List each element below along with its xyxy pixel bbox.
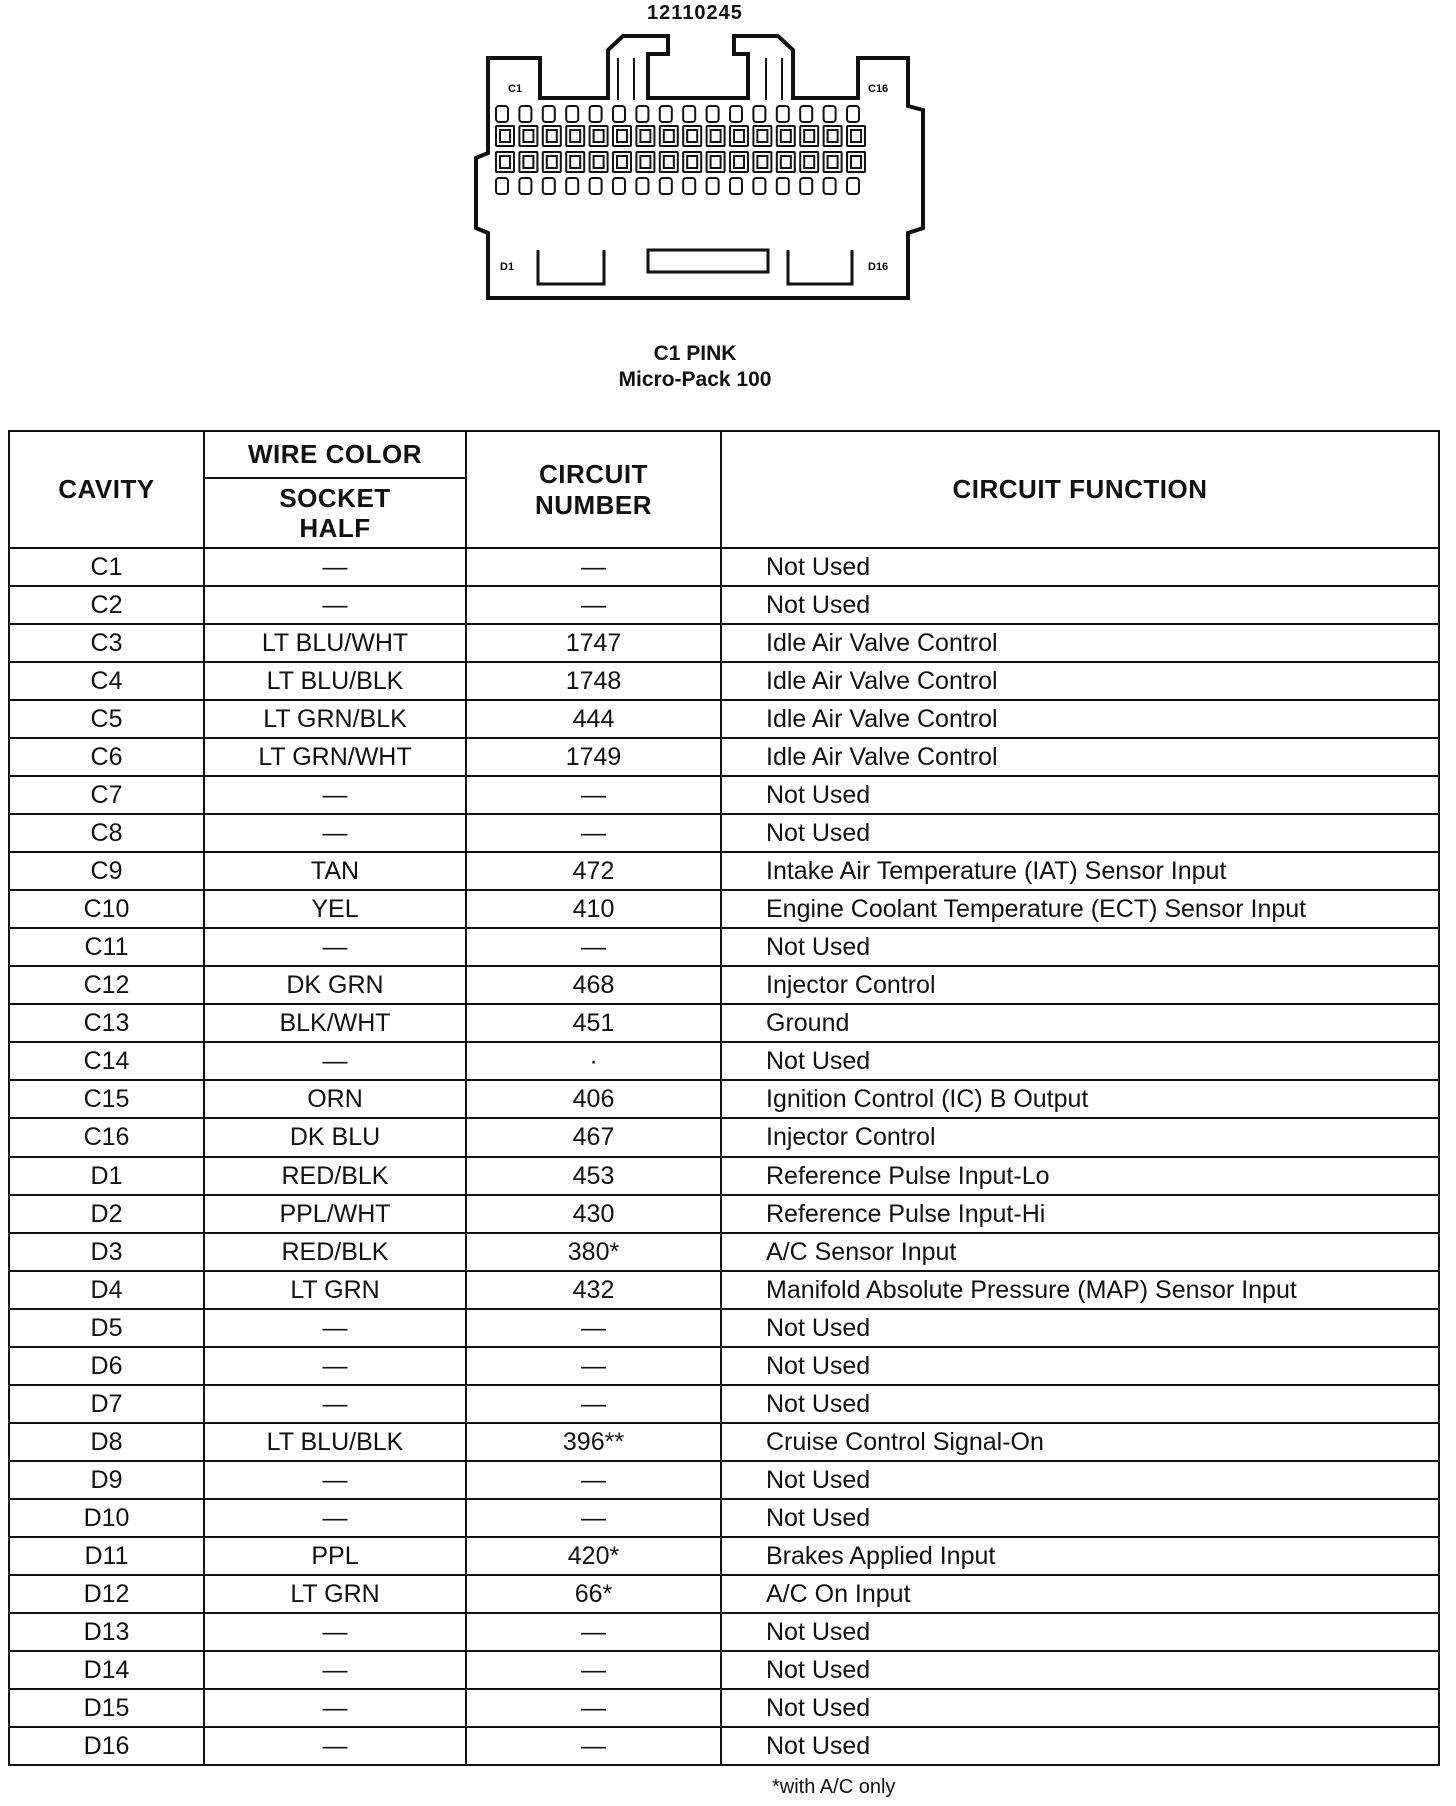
- cavity-latch: [800, 106, 812, 122]
- connector-diagram: [468, 28, 948, 310]
- cavity-terminal-inner: [594, 130, 604, 142]
- cavity-latch: [496, 106, 508, 122]
- latch-right-slot: [766, 58, 782, 100]
- wire-color-cell: LT GRN/WHT: [204, 738, 466, 776]
- header-socket-half: [204, 478, 466, 548]
- table-row: [9, 1195, 1439, 1233]
- cavity-terminal-inner: [570, 130, 580, 142]
- circuit-number-cell: —: [466, 1461, 721, 1499]
- cavity-cell: D10: [9, 1499, 204, 1537]
- cavity-cell: C15: [9, 1080, 204, 1118]
- cavity-latch: [800, 178, 812, 194]
- connector-name: C1 PINK: [653, 342, 737, 365]
- header-socket-half-line1: SOCKET: [279, 483, 391, 513]
- cavity-cell: C16: [9, 1118, 204, 1156]
- cavity-terminal-inner: [804, 130, 814, 142]
- table-row: [9, 548, 1439, 586]
- label-c16: C16: [868, 83, 889, 95]
- circuit-function-cell: Brakes Applied Input: [721, 1537, 1439, 1575]
- cavity-latch: [707, 178, 719, 194]
- circuit-number-cell: 1747: [466, 624, 721, 662]
- cavity-latch: [777, 106, 789, 122]
- circuit-function-cell: Intake Air Temperature (IAT) Sensor Input: [721, 852, 1439, 890]
- circuit-number-cell: 468: [466, 966, 721, 1004]
- wire-color-cell: —: [204, 1461, 466, 1499]
- cavity-cell: C8: [9, 814, 204, 852]
- circuit-function-cell: Reference Pulse Input-Lo: [721, 1157, 1439, 1195]
- circuit-function-cell: Not Used: [721, 1461, 1439, 1499]
- table-row: [9, 1042, 1439, 1080]
- table-row: [9, 776, 1439, 814]
- bottom-left-key: [538, 250, 604, 284]
- label-d16: D16: [868, 261, 889, 273]
- cavity-terminal-inner: [757, 156, 767, 168]
- header-circuit-number-line2: NUMBER: [534, 489, 653, 520]
- cavity-terminal-inner: [851, 156, 861, 168]
- circuit-number-cell: 410: [466, 890, 721, 928]
- circuit-function-cell: Not Used: [721, 776, 1439, 814]
- cavity-terminal-inner: [594, 156, 604, 168]
- wire-color-cell: —: [204, 1309, 466, 1347]
- wire-color-cell: —: [204, 548, 466, 586]
- cavity-latch: [590, 178, 602, 194]
- cavity-terminal-inner: [851, 130, 861, 142]
- header-socket-half-line2: HALF: [299, 513, 371, 543]
- cavity-latch: [753, 106, 765, 122]
- circuit-number-cell: —: [466, 1499, 721, 1537]
- circuit-function-cell: Engine Coolant Temperature (ECT) Sensor Input: [721, 890, 1439, 928]
- cavity-terminal-inner: [734, 156, 744, 168]
- table-row: [9, 1575, 1439, 1613]
- table-row: [9, 1118, 1439, 1156]
- cavity-terminal-inner: [570, 156, 580, 168]
- circuit-function-cell: Injector Control: [721, 966, 1439, 1004]
- circuit-function-cell: Not Used: [721, 1727, 1439, 1765]
- cavity-latch: [636, 106, 648, 122]
- circuit-number-cell: —: [466, 1309, 721, 1347]
- cavity-terminal-inner: [828, 130, 838, 142]
- cavity-terminal-inner: [500, 156, 510, 168]
- circuit-number-cell: —: [466, 1727, 721, 1765]
- circuit-number-cell: 66*: [466, 1575, 721, 1613]
- table-row: [9, 1613, 1439, 1651]
- wire-color-cell: LT GRN: [204, 1271, 466, 1309]
- table-row: [9, 814, 1439, 852]
- bottom-center-slot: [648, 250, 768, 272]
- circuit-number-cell: 396**: [466, 1423, 721, 1461]
- cavity-cell: C5: [9, 700, 204, 738]
- wire-color-cell: LT BLU/BLK: [204, 662, 466, 700]
- cavity-cell: D4: [9, 1271, 204, 1309]
- cavity-cell: D15: [9, 1689, 204, 1727]
- wire-color-cell: PPL/WHT: [204, 1195, 466, 1233]
- circuit-number-cell: —: [466, 586, 721, 624]
- cavity-terminal-inner: [828, 156, 838, 168]
- table-row: [9, 1537, 1439, 1575]
- footnote: *with A/C only: [772, 1776, 896, 1798]
- circuit-number-cell: —: [466, 1651, 721, 1689]
- table-row: [9, 738, 1439, 776]
- circuit-number-cell: 430: [466, 1195, 721, 1233]
- wire-color-cell: —: [204, 776, 466, 814]
- cavity-cell: D12: [9, 1575, 204, 1613]
- wire-color-cell: BLK/WHT: [204, 1004, 466, 1042]
- circuit-function-cell: Not Used: [721, 1347, 1439, 1385]
- cavity-terminal-inner: [523, 130, 533, 142]
- cavity-latch: [824, 106, 836, 122]
- cavity-latch: [683, 178, 695, 194]
- cavity-terminal-inner: [640, 156, 650, 168]
- cavity-latch: [566, 178, 578, 194]
- cavity-latch: [707, 106, 719, 122]
- wire-color-cell: DK BLU: [204, 1118, 466, 1156]
- circuit-function-cell: Idle Air Valve Control: [721, 624, 1439, 662]
- cavity-latch: [519, 106, 531, 122]
- cavity-latch: [566, 106, 578, 122]
- header-circuit-number-line1: CIRCUIT: [539, 458, 648, 489]
- cavity-cell: D16: [9, 1727, 204, 1765]
- circuit-number-cell: 1748: [466, 662, 721, 700]
- label-d1: D1: [500, 261, 515, 273]
- cavity-cell: C4: [9, 662, 204, 700]
- pinout-rows: [9, 548, 1439, 1765]
- cavity-terminal-inner: [781, 130, 791, 142]
- circuit-function-cell: Not Used: [721, 1499, 1439, 1537]
- cavity-grid: [496, 106, 865, 194]
- cavity-cell: C14: [9, 1042, 204, 1080]
- cavity-terminal-inner: [804, 156, 814, 168]
- cavity-cell: C12: [9, 966, 204, 1004]
- circuit-function-cell: Not Used: [721, 1309, 1439, 1347]
- table-row: [9, 1157, 1439, 1195]
- circuit-function-cell: Not Used: [721, 1613, 1439, 1651]
- table-row: [9, 586, 1439, 624]
- wire-color-cell: LT BLU/BLK: [204, 1423, 466, 1461]
- cavity-terminal-inner: [711, 156, 721, 168]
- cavity-latch: [660, 178, 672, 194]
- cavity-latch: [543, 178, 555, 194]
- circuit-number-cell: 380*: [466, 1233, 721, 1271]
- cavity-cell: C7: [9, 776, 204, 814]
- table-row: [9, 1499, 1439, 1537]
- cavity-latch: [777, 178, 789, 194]
- table-row: [9, 852, 1439, 890]
- table-row: [9, 1271, 1439, 1309]
- header-cavity: CAVITY: [9, 431, 204, 548]
- table-row: [9, 662, 1439, 700]
- label-c1: C1: [508, 83, 523, 95]
- cavity-cell: C6: [9, 738, 204, 776]
- circuit-function-cell: Not Used: [721, 1651, 1439, 1689]
- wire-color-cell: RED/BLK: [204, 1157, 466, 1195]
- connector-type: Micro-Pack 100: [618, 368, 772, 391]
- circuit-function-cell: Not Used: [721, 1042, 1439, 1080]
- table-row: [9, 700, 1439, 738]
- cavity-cell: D8: [9, 1423, 204, 1461]
- table-row: [9, 1461, 1439, 1499]
- bottom-right-key: [788, 250, 852, 284]
- table-row: [9, 1080, 1439, 1118]
- circuit-function-cell: Not Used: [721, 586, 1439, 624]
- table-row: [9, 1004, 1439, 1042]
- wire-color-cell: TAN: [204, 852, 466, 890]
- circuit-number-cell: —: [466, 776, 721, 814]
- circuit-function-cell: Idle Air Valve Control: [721, 662, 1439, 700]
- circuit-number-cell: —: [466, 548, 721, 586]
- cavity-latch: [496, 178, 508, 194]
- header-wire-color: WIRE COLOR: [204, 431, 466, 478]
- circuit-number-cell: 406: [466, 1080, 721, 1118]
- wire-color-cell: —: [204, 1385, 466, 1423]
- circuit-number-cell: ·: [466, 1042, 721, 1080]
- wire-color-cell: DK GRN: [204, 966, 466, 1004]
- table-row: [9, 624, 1439, 662]
- table-row: [9, 966, 1439, 1004]
- table-row: [9, 928, 1439, 966]
- circuit-number-cell: 1749: [466, 738, 721, 776]
- circuit-number-cell: 472: [466, 852, 721, 890]
- cavity-cell: D5: [9, 1309, 204, 1347]
- cavity-latch: [636, 178, 648, 194]
- circuit-number-cell: —: [466, 1385, 721, 1423]
- table-row: [9, 1309, 1439, 1347]
- wire-color-cell: —: [204, 1347, 466, 1385]
- cavity-cell: C2: [9, 586, 204, 624]
- cavity-cell: D13: [9, 1613, 204, 1651]
- circuit-function-cell: Not Used: [721, 548, 1439, 586]
- wire-color-cell: —: [204, 1651, 466, 1689]
- cavity-latch: [519, 178, 531, 194]
- cavity-cell: C11: [9, 928, 204, 966]
- cavity-cell: D1: [9, 1157, 204, 1195]
- circuit-function-cell: A/C Sensor Input: [721, 1233, 1439, 1271]
- circuit-function-cell: Ground: [721, 1004, 1439, 1042]
- cavity-terminal-inner: [617, 156, 627, 168]
- circuit-function-cell: A/C On Input: [721, 1575, 1439, 1613]
- cavity-latch: [683, 106, 695, 122]
- wire-color-cell: —: [204, 1499, 466, 1537]
- wire-color-cell: YEL: [204, 890, 466, 928]
- circuit-function-cell: Reference Pulse Input-Hi: [721, 1195, 1439, 1233]
- circuit-function-cell: Not Used: [721, 1689, 1439, 1727]
- circuit-number-cell: 420*: [466, 1537, 721, 1575]
- table-row: [9, 1423, 1439, 1461]
- latch-left-slot: [618, 58, 634, 100]
- cavity-cell: C3: [9, 624, 204, 662]
- cavity-latch: [660, 106, 672, 122]
- circuit-function-cell: Injector Control: [721, 1118, 1439, 1156]
- circuit-number-cell: 467: [466, 1118, 721, 1156]
- circuit-number-cell: —: [466, 1613, 721, 1651]
- header-circuit-function: CIRCUIT FUNCTION: [721, 431, 1439, 548]
- cavity-latch: [753, 178, 765, 194]
- cavity-latch: [730, 106, 742, 122]
- circuit-number-cell: —: [466, 1689, 721, 1727]
- cavity-latch: [847, 106, 859, 122]
- wire-color-cell: —: [204, 1613, 466, 1651]
- cavity-terminal-inner: [711, 130, 721, 142]
- circuit-number-cell: —: [466, 1347, 721, 1385]
- table-row: [9, 1727, 1439, 1765]
- cavity-terminal-inner: [687, 156, 697, 168]
- circuit-number-cell: —: [466, 814, 721, 852]
- cavity-terminal-inner: [664, 130, 674, 142]
- circuit-number-cell: 444: [466, 700, 721, 738]
- cavity-cell: D11: [9, 1537, 204, 1575]
- circuit-function-cell: Not Used: [721, 814, 1439, 852]
- cavity-cell: D9: [9, 1461, 204, 1499]
- cavity-latch: [590, 106, 602, 122]
- wire-color-cell: PPL: [204, 1537, 466, 1575]
- wire-color-cell: —: [204, 586, 466, 624]
- circuit-number-cell: 432: [466, 1271, 721, 1309]
- table-row: [9, 1233, 1439, 1271]
- wire-color-cell: —: [204, 1042, 466, 1080]
- cavity-terminal-inner: [664, 156, 674, 168]
- cavity-cell: C1: [9, 548, 204, 586]
- circuit-function-cell: Idle Air Valve Control: [721, 700, 1439, 738]
- cavity-cell: D7: [9, 1385, 204, 1423]
- cavity-terminal-inner: [687, 130, 697, 142]
- cavity-terminal-inner: [523, 156, 533, 168]
- cavity-terminal-inner: [640, 130, 650, 142]
- pinout-table: [8, 430, 1440, 1766]
- connector-part-number: 12110245: [647, 2, 743, 24]
- circuit-function-cell: Not Used: [721, 1385, 1439, 1423]
- cavity-latch: [543, 106, 555, 122]
- cavity-latch: [847, 178, 859, 194]
- cavity-latch: [613, 178, 625, 194]
- circuit-number-cell: 453: [466, 1157, 721, 1195]
- cavity-terminal-inner: [617, 130, 627, 142]
- wire-color-cell: ORN: [204, 1080, 466, 1118]
- circuit-number-cell: —: [466, 928, 721, 966]
- circuit-number-cell: 451: [466, 1004, 721, 1042]
- cavity-cell: D3: [9, 1233, 204, 1271]
- wire-color-cell: LT GRN/BLK: [204, 700, 466, 738]
- cavity-cell: C9: [9, 852, 204, 890]
- table-row: [9, 1385, 1439, 1423]
- cavity-terminal-inner: [500, 130, 510, 142]
- wire-color-cell: —: [204, 814, 466, 852]
- table-row: [9, 890, 1439, 928]
- wire-color-cell: LT BLU/WHT: [204, 624, 466, 662]
- cavity-terminal-inner: [781, 156, 791, 168]
- cavity-latch: [613, 106, 625, 122]
- wire-color-cell: —: [204, 1727, 466, 1765]
- header-circuit-number: [466, 431, 721, 548]
- wire-color-cell: —: [204, 928, 466, 966]
- table-row: [9, 1689, 1439, 1727]
- cavity-latch: [824, 178, 836, 194]
- cavity-cell: D2: [9, 1195, 204, 1233]
- circuit-function-cell: Cruise Control Signal-On: [721, 1423, 1439, 1461]
- cavity-terminal-inner: [547, 130, 557, 142]
- circuit-function-cell: Not Used: [721, 928, 1439, 966]
- cavity-latch: [730, 178, 742, 194]
- wire-color-cell: RED/BLK: [204, 1233, 466, 1271]
- cavity-cell: C10: [9, 890, 204, 928]
- wire-color-cell: LT GRN: [204, 1575, 466, 1613]
- cavity-cell: D14: [9, 1651, 204, 1689]
- cavity-terminal-inner: [547, 156, 557, 168]
- wire-color-cell: —: [204, 1689, 466, 1727]
- cavity-terminal-inner: [734, 130, 744, 142]
- circuit-function-cell: Ignition Control (IC) B Output: [721, 1080, 1439, 1118]
- circuit-function-cell: Idle Air Valve Control: [721, 738, 1439, 776]
- cavity-cell: C13: [9, 1004, 204, 1042]
- circuit-function-cell: Manifold Absolute Pressure (MAP) Sensor Input: [721, 1271, 1439, 1309]
- cavity-cell: D6: [9, 1347, 204, 1385]
- table-row: [9, 1651, 1439, 1689]
- cavity-terminal-inner: [757, 130, 767, 142]
- table-row: [9, 1347, 1439, 1385]
